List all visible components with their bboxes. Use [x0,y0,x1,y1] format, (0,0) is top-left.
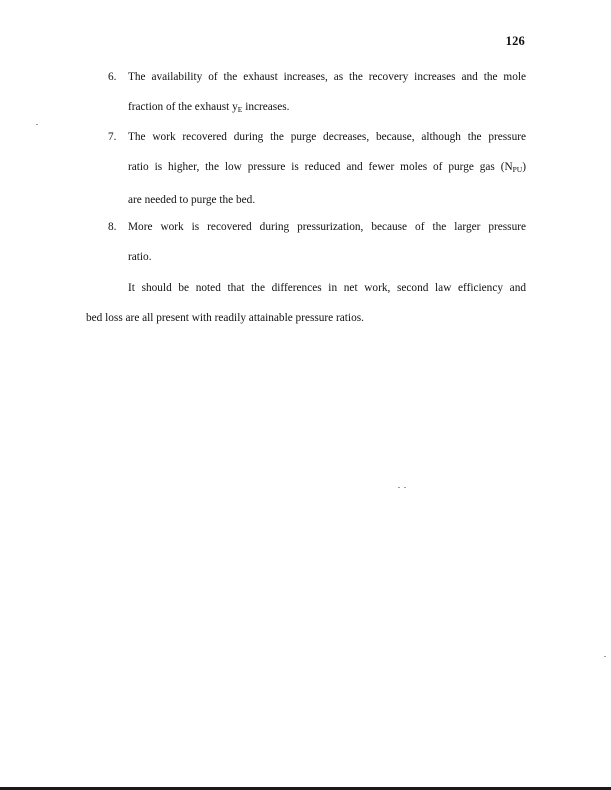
text-line: It should be noted that the differences in net work, second law efficiency and [128,282,526,294]
list-item-text [128,212,526,272]
subscript: PU [512,165,523,174]
text-fragment: ratio is higher, the low pressure is reduced and fewer moles of purge gas (N [128,161,513,173]
list-item-7 [108,122,526,215]
text-line: The work recovered during the purge decreases, because, although the pressure [128,131,526,143]
list-item-8 [108,212,526,272]
list-item-number: 8. [108,221,117,233]
text-fragment: ) [522,161,526,173]
list-item-text [128,62,526,125]
scan-speck [36,124,38,125]
list-item-number: 7. [108,131,117,143]
text-line: The availability of the exhaust increases, as the recovery increases and the mole [128,71,526,83]
scan-speck [404,487,406,488]
text-line [128,92,526,125]
text-line: are needed to purge the bed. [128,194,256,206]
text-line: More work is recovered during pressurization, because of the larger pressure [128,221,526,233]
text-fragment: fraction of the exhaust y [128,101,238,113]
body-paragraph [86,273,526,333]
text-line [128,152,526,185]
text-line: ratio. [128,251,152,263]
text-fragment: increases. [242,101,290,113]
page-number: 126 [505,34,525,48]
list-item-6 [108,62,526,125]
scan-speck [604,656,606,657]
list-item-number: 6. [108,71,117,83]
list-item-text [128,122,526,215]
text-line: bed loss are all present with readily attainable pressure ratios. [86,312,364,324]
subscript: E [237,105,243,114]
scan-speck [398,487,400,488]
